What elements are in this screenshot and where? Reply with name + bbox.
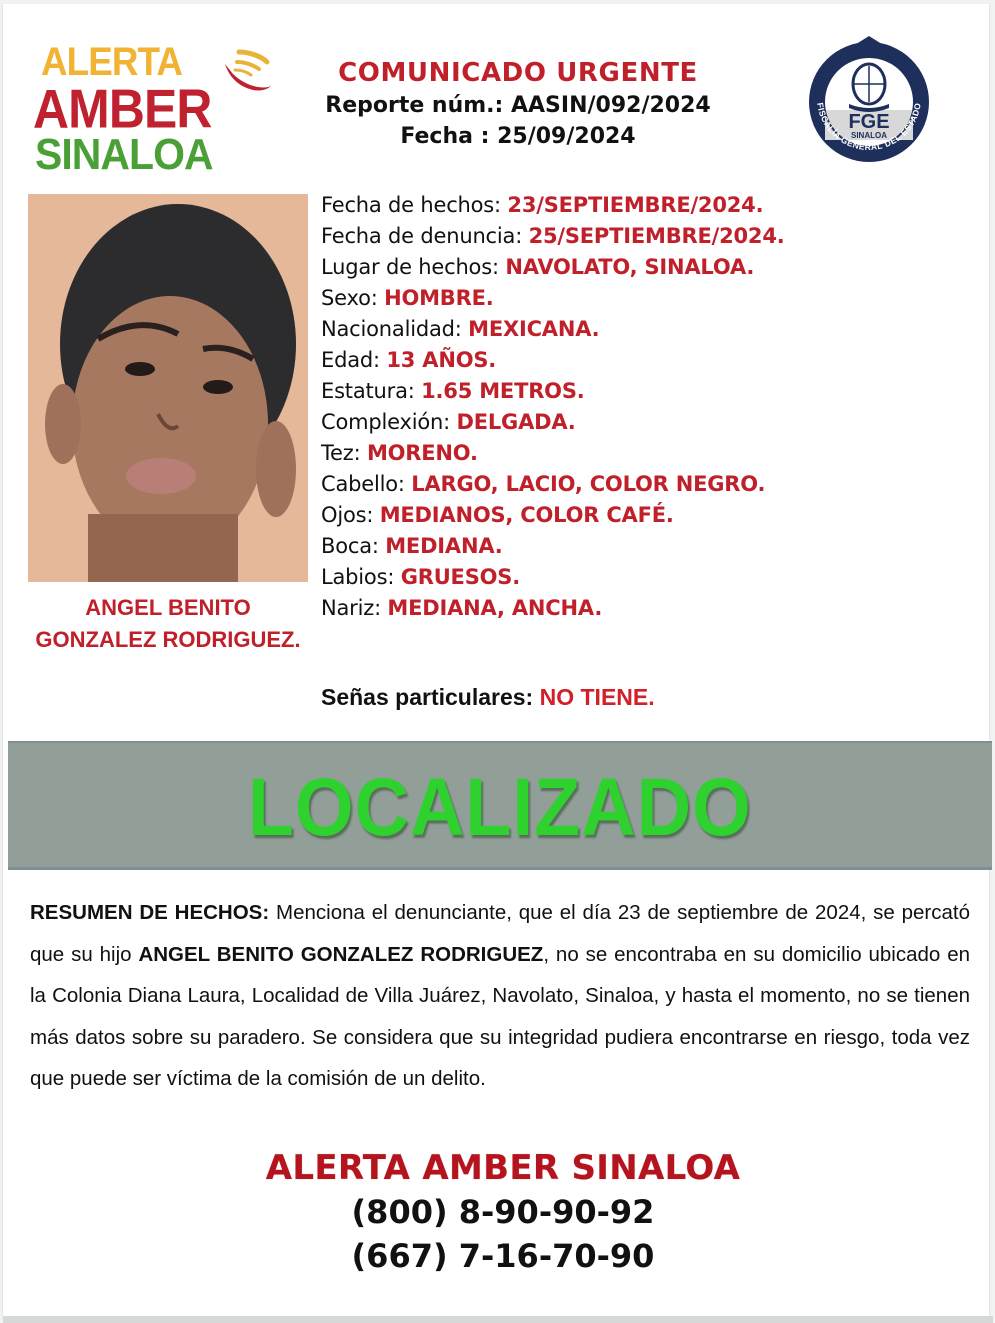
detail-nariz — [321, 593, 785, 624]
missing-person-photo — [28, 194, 308, 582]
svg-text:SINALOA: SINALOA — [851, 131, 887, 140]
detail-complexion — [321, 407, 785, 438]
detail-value: MEXICANA. — [468, 317, 600, 341]
svg-text:FGE: FGE — [848, 111, 890, 133]
detail-label: Nacionalidad: — [321, 317, 469, 341]
footer-brand: ALERTA AMBER SINALOA — [265, 1148, 741, 1188]
phone-number-1: (800) 8-90-90-92 — [351, 1193, 655, 1231]
logo-line-alerta: ALERTA — [41, 40, 182, 84]
report-header — [293, 56, 743, 152]
alert-document — [3, 4, 989, 1316]
detail-value: 25/SEPTIEMBRE/2024. — [528, 224, 785, 248]
detail-label: Cabello: — [321, 472, 412, 496]
status-banner — [8, 741, 992, 870]
summary-text-1: Menciona el denunciante, que el día 23 de septiembre de 2024, se percató que su hijo — [30, 901, 970, 966]
detail-nacionalidad — [321, 314, 785, 345]
missing-person-name — [13, 592, 323, 656]
detail-value: MEDIANA. — [385, 534, 503, 558]
status-localizado: LOCALIZADO — [248, 762, 752, 853]
detail-label: Edad: — [321, 348, 387, 372]
fge-sinaloa-seal — [803, 32, 935, 164]
detail-value: GRUESOS. — [400, 565, 520, 589]
detail-value: DELGADA. — [456, 410, 576, 434]
detail-label: Labios: — [321, 565, 401, 589]
detail-label: Nariz: — [321, 596, 388, 620]
name-line-1: ANGEL BENITO — [85, 595, 251, 620]
detail-sexo — [321, 283, 785, 314]
detail-value: 13 AÑOS. — [386, 348, 497, 372]
detail-tez — [321, 438, 785, 469]
detail-label: Fecha de hechos: — [321, 193, 508, 217]
case-summary — [30, 892, 970, 1100]
report-title: COMUNICADO URGENTE — [338, 58, 698, 88]
detail-value: HOMBRE. — [384, 286, 494, 310]
detail-label: Fecha de denuncia: — [321, 224, 529, 248]
logo-line-sinaloa: SINALOA — [35, 130, 213, 179]
senas-value: NO TIENE. — [539, 684, 655, 710]
detail-value: MEDIANOS, COLOR CAFÉ. — [379, 503, 674, 527]
detail-label: Estatura: — [321, 379, 422, 403]
detail-label: Lugar de hechos: — [321, 255, 506, 279]
detail-cabello — [321, 469, 785, 500]
distinguishing-marks — [321, 684, 655, 711]
detail-label: Ojos: — [321, 503, 380, 527]
signal-waves-icon — [223, 46, 273, 96]
detail-labios — [321, 562, 785, 593]
detail-fecha-denuncia — [321, 221, 785, 252]
svg-text:FISCALÍA GENERAL DEL ESTADO: FISCALÍA GENERAL DEL ESTADO — [815, 101, 923, 153]
logo-line-amber: AMBER — [33, 77, 212, 140]
detail-label: Sexo: — [321, 286, 385, 310]
detail-label: Complexión: — [321, 410, 457, 434]
detail-value: LARGO, LACIO, COLOR NEGRO. — [411, 472, 766, 496]
detail-value: 23/SEPTIEMBRE/2024. — [507, 193, 764, 217]
detail-label: Boca: — [321, 534, 386, 558]
name-line-2: GONZALEZ RODRIGUEZ. — [35, 627, 301, 652]
report-number: Reporte núm.: AASIN/092/2024 — [325, 93, 711, 118]
detail-value: NAVOLATO, SINALOA. — [505, 255, 755, 279]
detail-edad — [321, 345, 785, 376]
person-details-list — [321, 190, 785, 624]
detail-value: MEDIANA, ANCHA. — [387, 596, 603, 620]
senas-label: Señas particulares: — [321, 684, 540, 710]
detail-lugar-hechos — [321, 252, 785, 283]
detail-ojos — [321, 500, 785, 531]
detail-boca — [321, 531, 785, 562]
detail-fecha-hechos — [321, 190, 785, 221]
phone-number-2: (667) 7-16-70-90 — [351, 1237, 655, 1275]
summary-text-2: , no se encontraba en su domicilio ubicado en la Colonia Diana Laura, Localidad de Villa Juárez, Navolato, Sinaloa, y hasta el momento, no se tienen más datos sobre su paradero. Se considera que su integridad pudiera encontrarse en riesgo, toda vez que puede ser víctima de la comisión de un delito. — [30, 942, 970, 1090]
detail-estatura — [321, 376, 785, 407]
summary-heading: RESUMEN DE HECHOS: — [30, 901, 270, 924]
summary-name: ANGEL BENITO GONZALEZ RODRIGUEZ — [138, 942, 544, 966]
alerta-amber-logo — [33, 40, 273, 179]
detail-value: 1.65 METROS. — [421, 379, 585, 403]
detail-label: Tez: — [321, 441, 367, 465]
report-date: Fecha : 25/09/2024 — [400, 124, 636, 149]
fge-seal-icon — [803, 32, 935, 164]
portrait-photo-icon — [28, 194, 308, 582]
detail-value: MORENO. — [366, 441, 478, 465]
page-edge — [3, 1316, 993, 1323]
contact-footer — [203, 1146, 803, 1278]
